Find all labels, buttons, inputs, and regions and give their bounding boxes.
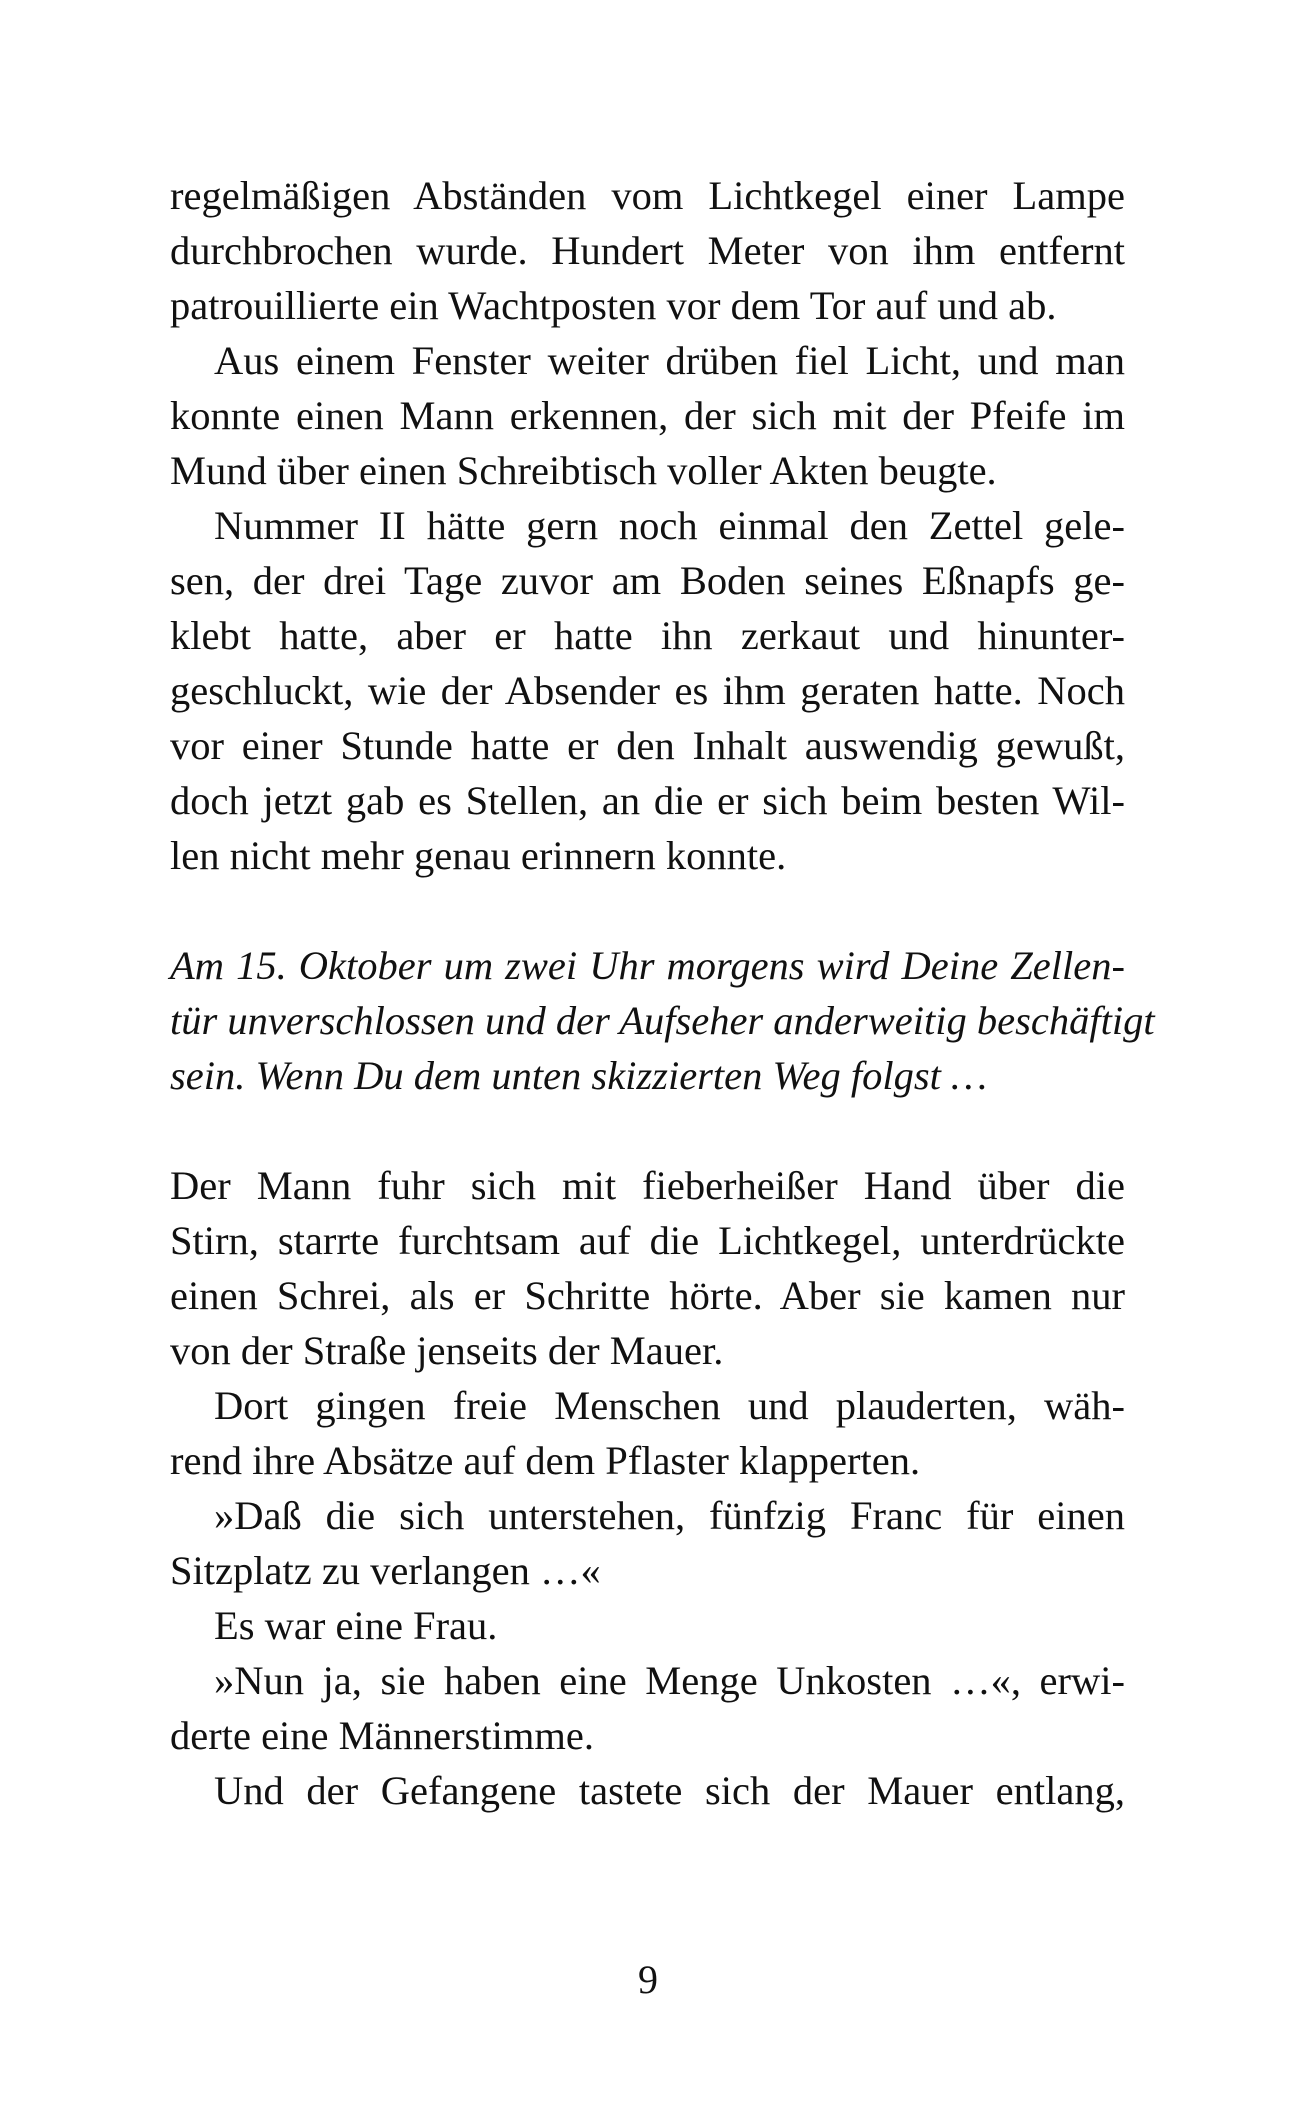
text-line: durchbrochen wurde. Hundert Meter von ihm entfernt — [170, 228, 1125, 273]
page-number: 9 — [638, 1957, 658, 2002]
paragraph — [170, 1488, 1125, 1598]
text-line: von der Straße jenseits der Mauer. — [170, 1328, 724, 1373]
text-line: derte eine Männerstimme. — [170, 1713, 594, 1758]
paragraph — [170, 1653, 1125, 1763]
text-line: Am 15. Oktober um zwei Uhr morgens wird Deine Zellen- — [170, 943, 1125, 988]
text-block-top — [170, 168, 1125, 883]
text-line: Mund über einen Schreibtisch voller Akten beugte. — [170, 448, 997, 493]
paragraph — [170, 333, 1125, 498]
text-line: sen, der drei Tage zuvor am Boden seines Eßnapfs ge- — [170, 558, 1125, 603]
text-line: einen Schrei, als er Schritte hörte. Aber sie kamen nur — [170, 1273, 1125, 1318]
paragraph — [170, 1378, 1125, 1488]
text-line: Nummer II hätte gern noch einmal den Zettel gele- — [214, 503, 1125, 548]
book-page — [170, 168, 1155, 1818]
paragraph — [170, 1158, 1125, 1378]
text-line: sein. Wenn Du dem unten skizzierten Weg folgst … — [170, 1053, 988, 1098]
text-line: len nicht mehr genau erinnern konnte. — [170, 833, 787, 878]
text-line: Es war eine Frau. — [214, 1603, 498, 1648]
text-line: Sitzplatz zu verlangen …« — [170, 1548, 601, 1593]
text-block-bottom — [170, 1158, 1125, 1818]
text-line: Stirn, starrte furchtsam auf die Lichtkegel, unterdrückte — [170, 1218, 1125, 1263]
text-line: »Nun ja, sie haben eine Menge Unkosten …«, erwi- — [214, 1658, 1125, 1703]
letter-quote — [170, 938, 1155, 1103]
paragraph — [170, 1598, 1125, 1653]
text-line: rend ihre Absätze auf dem Pflaster klapperten. — [170, 1438, 921, 1483]
text-line: tür unverschlossen und der Aufseher anderweitig beschäftigt — [170, 998, 1155, 1043]
text-line: patrouillierte ein Wachtposten vor dem Tor auf und ab. — [170, 283, 1057, 328]
paragraph — [170, 168, 1125, 333]
text-line: Aus einem Fenster weiter drüben fiel Licht, und man — [214, 338, 1125, 383]
paragraph — [170, 498, 1125, 883]
text-line: geschluckt, wie der Absender es ihm geraten hatte. Noch — [170, 668, 1125, 713]
text-line: regelmäßigen Abständen vom Lichtkegel einer Lampe — [170, 173, 1125, 218]
paragraph — [170, 1763, 1125, 1818]
text-line: Dort gingen freie Menschen und plauderten, wäh- — [214, 1383, 1125, 1428]
text-line: vor einer Stunde hatte er den Inhalt auswendig gewußt, — [170, 723, 1125, 768]
text-line: »Daß die sich unterstehen, fünfzig Franc für einen — [214, 1493, 1125, 1538]
text-line: doch jetzt gab es Stellen, an die er sich beim besten Wil- — [170, 778, 1125, 823]
text-line: Und der Gefangene tastete sich der Mauer entlang, — [214, 1768, 1125, 1813]
text-line: Der Mann fuhr sich mit fieberheißer Hand über die — [170, 1163, 1125, 1208]
text-line: klebt hatte, aber er hatte ihn zerkaut und hinunter- — [170, 613, 1125, 658]
text-line: konnte einen Mann erkennen, der sich mit der Pfeife im — [170, 393, 1125, 438]
